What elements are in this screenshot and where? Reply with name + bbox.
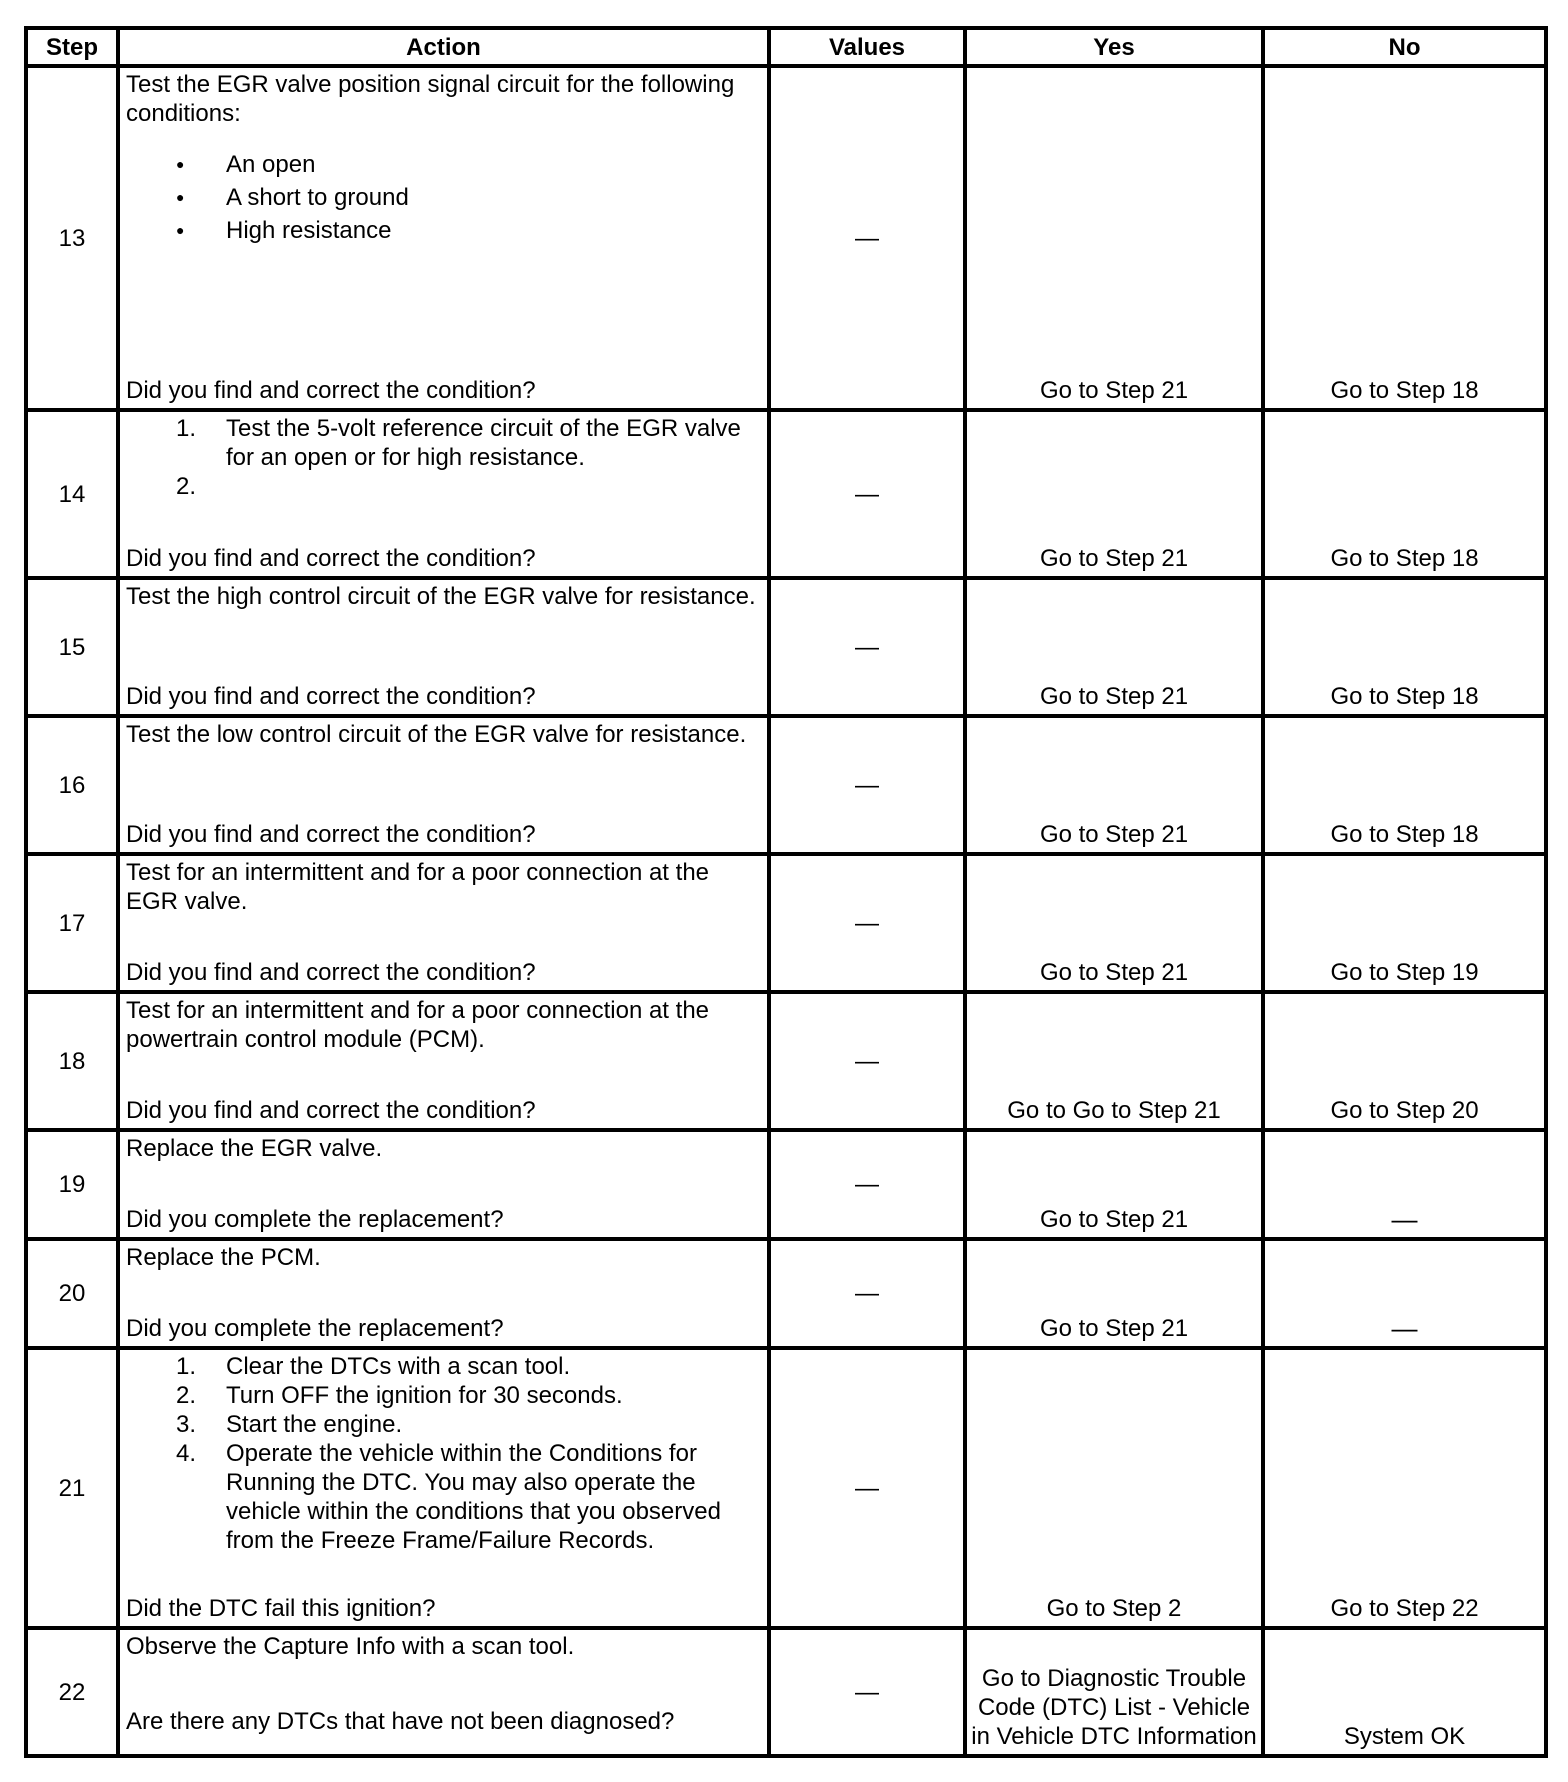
values-cell: —	[769, 1239, 965, 1348]
list-item: 1. Test the 5-volt reference circuit of the EGR valve for an open or for high resistance.	[176, 415, 741, 471]
table-row-step-16	[26, 716, 1546, 854]
action-cell	[118, 1239, 769, 1348]
action-question: Did you complete the replacement?	[126, 1206, 504, 1233]
yes-result: Go to Step 21	[1039, 821, 1189, 848]
action-cell	[118, 410, 769, 578]
action-cell	[118, 716, 769, 854]
list-item: ● High resistance	[226, 214, 761, 247]
table-row-step-22	[26, 1628, 1546, 1756]
action-question: Are there any DTCs that have not been diagnosed?	[126, 1708, 675, 1735]
no-result: Go to Step 19	[1330, 959, 1479, 986]
header-no: No	[1263, 28, 1546, 66]
values-cell: —	[769, 66, 965, 410]
no-cell	[1263, 716, 1546, 854]
list-item: 2. Turn OFF the ignition for 30 seconds.	[176, 1382, 623, 1409]
step-number: 18	[26, 992, 118, 1130]
list-item: 1. Clear the DTCs with a scan tool.	[176, 1353, 571, 1380]
action-question: Did you find and correct the condition?	[126, 1097, 536, 1124]
yes-cell	[965, 854, 1263, 992]
table-row-step-19	[26, 1130, 1546, 1239]
table-row-step-13	[26, 66, 1546, 410]
action-question: Did you find and correct the condition?	[126, 683, 536, 710]
action-text: Observe the Capture Info with a scan tool.	[126, 1633, 575, 1660]
no-result: Go to Step 18	[1330, 545, 1479, 572]
yes-result: Go to Step 2	[1046, 1595, 1182, 1622]
values-cell: —	[769, 716, 965, 854]
action-text: Test the high control circuit of the EGR valve for resistance.	[126, 583, 756, 610]
values-cell: —	[769, 1628, 965, 1756]
yes-result: Go to Go to Step 21	[1007, 1097, 1221, 1124]
step-number: 17	[26, 854, 118, 992]
action-steps	[126, 414, 761, 501]
no-cell	[1263, 410, 1546, 578]
action-text: Replace the PCM.	[126, 1244, 321, 1271]
yes-result: Go to Step 21	[1039, 1315, 1189, 1342]
values-cell: —	[769, 992, 965, 1130]
step-number: 22	[26, 1628, 118, 1756]
action-text: Test for an intermittent and for a poor connection at the powertrain control module (PCM).	[126, 997, 710, 1053]
no-result: Go to Step 18	[1330, 821, 1479, 848]
header-values: Values	[769, 28, 965, 66]
no-cell	[1263, 1348, 1546, 1628]
step-number: 13	[26, 66, 118, 410]
table-row-step-21	[26, 1348, 1546, 1628]
action-text: Test the low control circuit of the EGR valve for resistance.	[126, 721, 747, 748]
no-cell	[1263, 1239, 1546, 1348]
yes-result: Go to Step 21	[1039, 1206, 1189, 1233]
yes-result: Go to Step 21	[1039, 377, 1189, 404]
yes-cell	[965, 1239, 1263, 1348]
no-result: Go to Step 18	[1330, 377, 1479, 404]
no-cell	[1263, 992, 1546, 1130]
header-step: Step	[26, 28, 118, 66]
values-cell: —	[769, 578, 965, 716]
step-number: 19	[26, 1130, 118, 1239]
yes-result: Go to Diagnostic Trouble Code (DTC) List - Vehicle in Vehicle DTC Information	[971, 1665, 1257, 1750]
step-number: 21	[26, 1348, 118, 1628]
no-result: Go to Step 18	[1330, 683, 1479, 710]
yes-result: Go to Step 21	[1039, 545, 1189, 572]
table-row-step-20	[26, 1239, 1546, 1348]
no-cell	[1263, 1628, 1546, 1756]
table-row-step-15	[26, 578, 1546, 716]
yes-cell	[965, 1130, 1263, 1239]
table-row-step-14	[26, 410, 1546, 578]
action-cell	[118, 854, 769, 992]
values-cell: —	[769, 854, 965, 992]
no-result: System OK	[1343, 1723, 1466, 1750]
action-text: Replace the EGR valve.	[126, 1135, 383, 1162]
yes-result: Go to Step 21	[1039, 959, 1189, 986]
no-result: Go to Step 20	[1330, 1097, 1479, 1124]
yes-cell	[965, 66, 1263, 410]
action-steps	[126, 1352, 761, 1555]
action-cell	[118, 66, 769, 410]
action-cell	[118, 992, 769, 1130]
yes-cell	[965, 578, 1263, 716]
list-item: ● An open	[226, 148, 761, 181]
header-yes: Yes	[965, 28, 1263, 66]
table-row-step-18	[26, 992, 1546, 1130]
yes-cell	[965, 410, 1263, 578]
condition-list	[126, 148, 761, 247]
no-result: —	[1391, 1313, 1418, 1343]
list-item: 2.	[176, 473, 197, 500]
action-cell	[118, 1130, 769, 1239]
action-cell	[118, 578, 769, 716]
diagnostic-table	[24, 26, 1548, 1758]
action-question: Did you find and correct the condition?	[126, 821, 536, 848]
action-cell	[118, 1348, 769, 1628]
no-result: —	[1391, 1204, 1418, 1234]
yes-cell	[965, 1348, 1263, 1628]
action-question: Did you complete the replacement?	[126, 1315, 504, 1342]
yes-cell	[965, 716, 1263, 854]
action-question: Did you find and correct the condition?	[126, 959, 536, 986]
values-cell: —	[769, 410, 965, 578]
table-row-step-17	[26, 854, 1546, 992]
action-cell	[118, 1628, 769, 1756]
list-item: ● A short to ground	[226, 181, 761, 214]
header-action: Action	[118, 28, 769, 66]
yes-result: Go to Step 21	[1039, 683, 1189, 710]
action-question: Did the DTC fail this ignition?	[126, 1595, 436, 1622]
action-text: Test for an intermittent and for a poor connection at the EGR valve.	[126, 859, 710, 915]
values-cell: —	[769, 1348, 965, 1628]
yes-cell	[965, 1628, 1263, 1756]
step-number: 15	[26, 578, 118, 716]
no-cell	[1263, 578, 1546, 716]
yes-cell	[965, 992, 1263, 1130]
action-text: Test the EGR valve position signal circuit for the following conditions:	[126, 71, 735, 127]
no-cell	[1263, 66, 1546, 410]
no-cell	[1263, 1130, 1546, 1239]
values-cell: —	[769, 1130, 965, 1239]
no-cell	[1263, 854, 1546, 992]
action-question: Did you find and correct the condition?	[126, 377, 536, 404]
action-question: Did you find and correct the condition?	[126, 545, 536, 572]
header-row	[26, 28, 1546, 66]
no-result: Go to Step 22	[1330, 1595, 1479, 1622]
list-item: 4. Operate the vehicle within the Conditions for Running the DTC. You may also operate the vehicle within the conditions that you observed from the Freeze Frame/Failure Records.	[176, 1440, 721, 1554]
step-number: 14	[26, 410, 118, 578]
list-item: 3. Start the engine.	[176, 1411, 403, 1438]
step-number: 20	[26, 1239, 118, 1348]
step-number: 16	[26, 716, 118, 854]
